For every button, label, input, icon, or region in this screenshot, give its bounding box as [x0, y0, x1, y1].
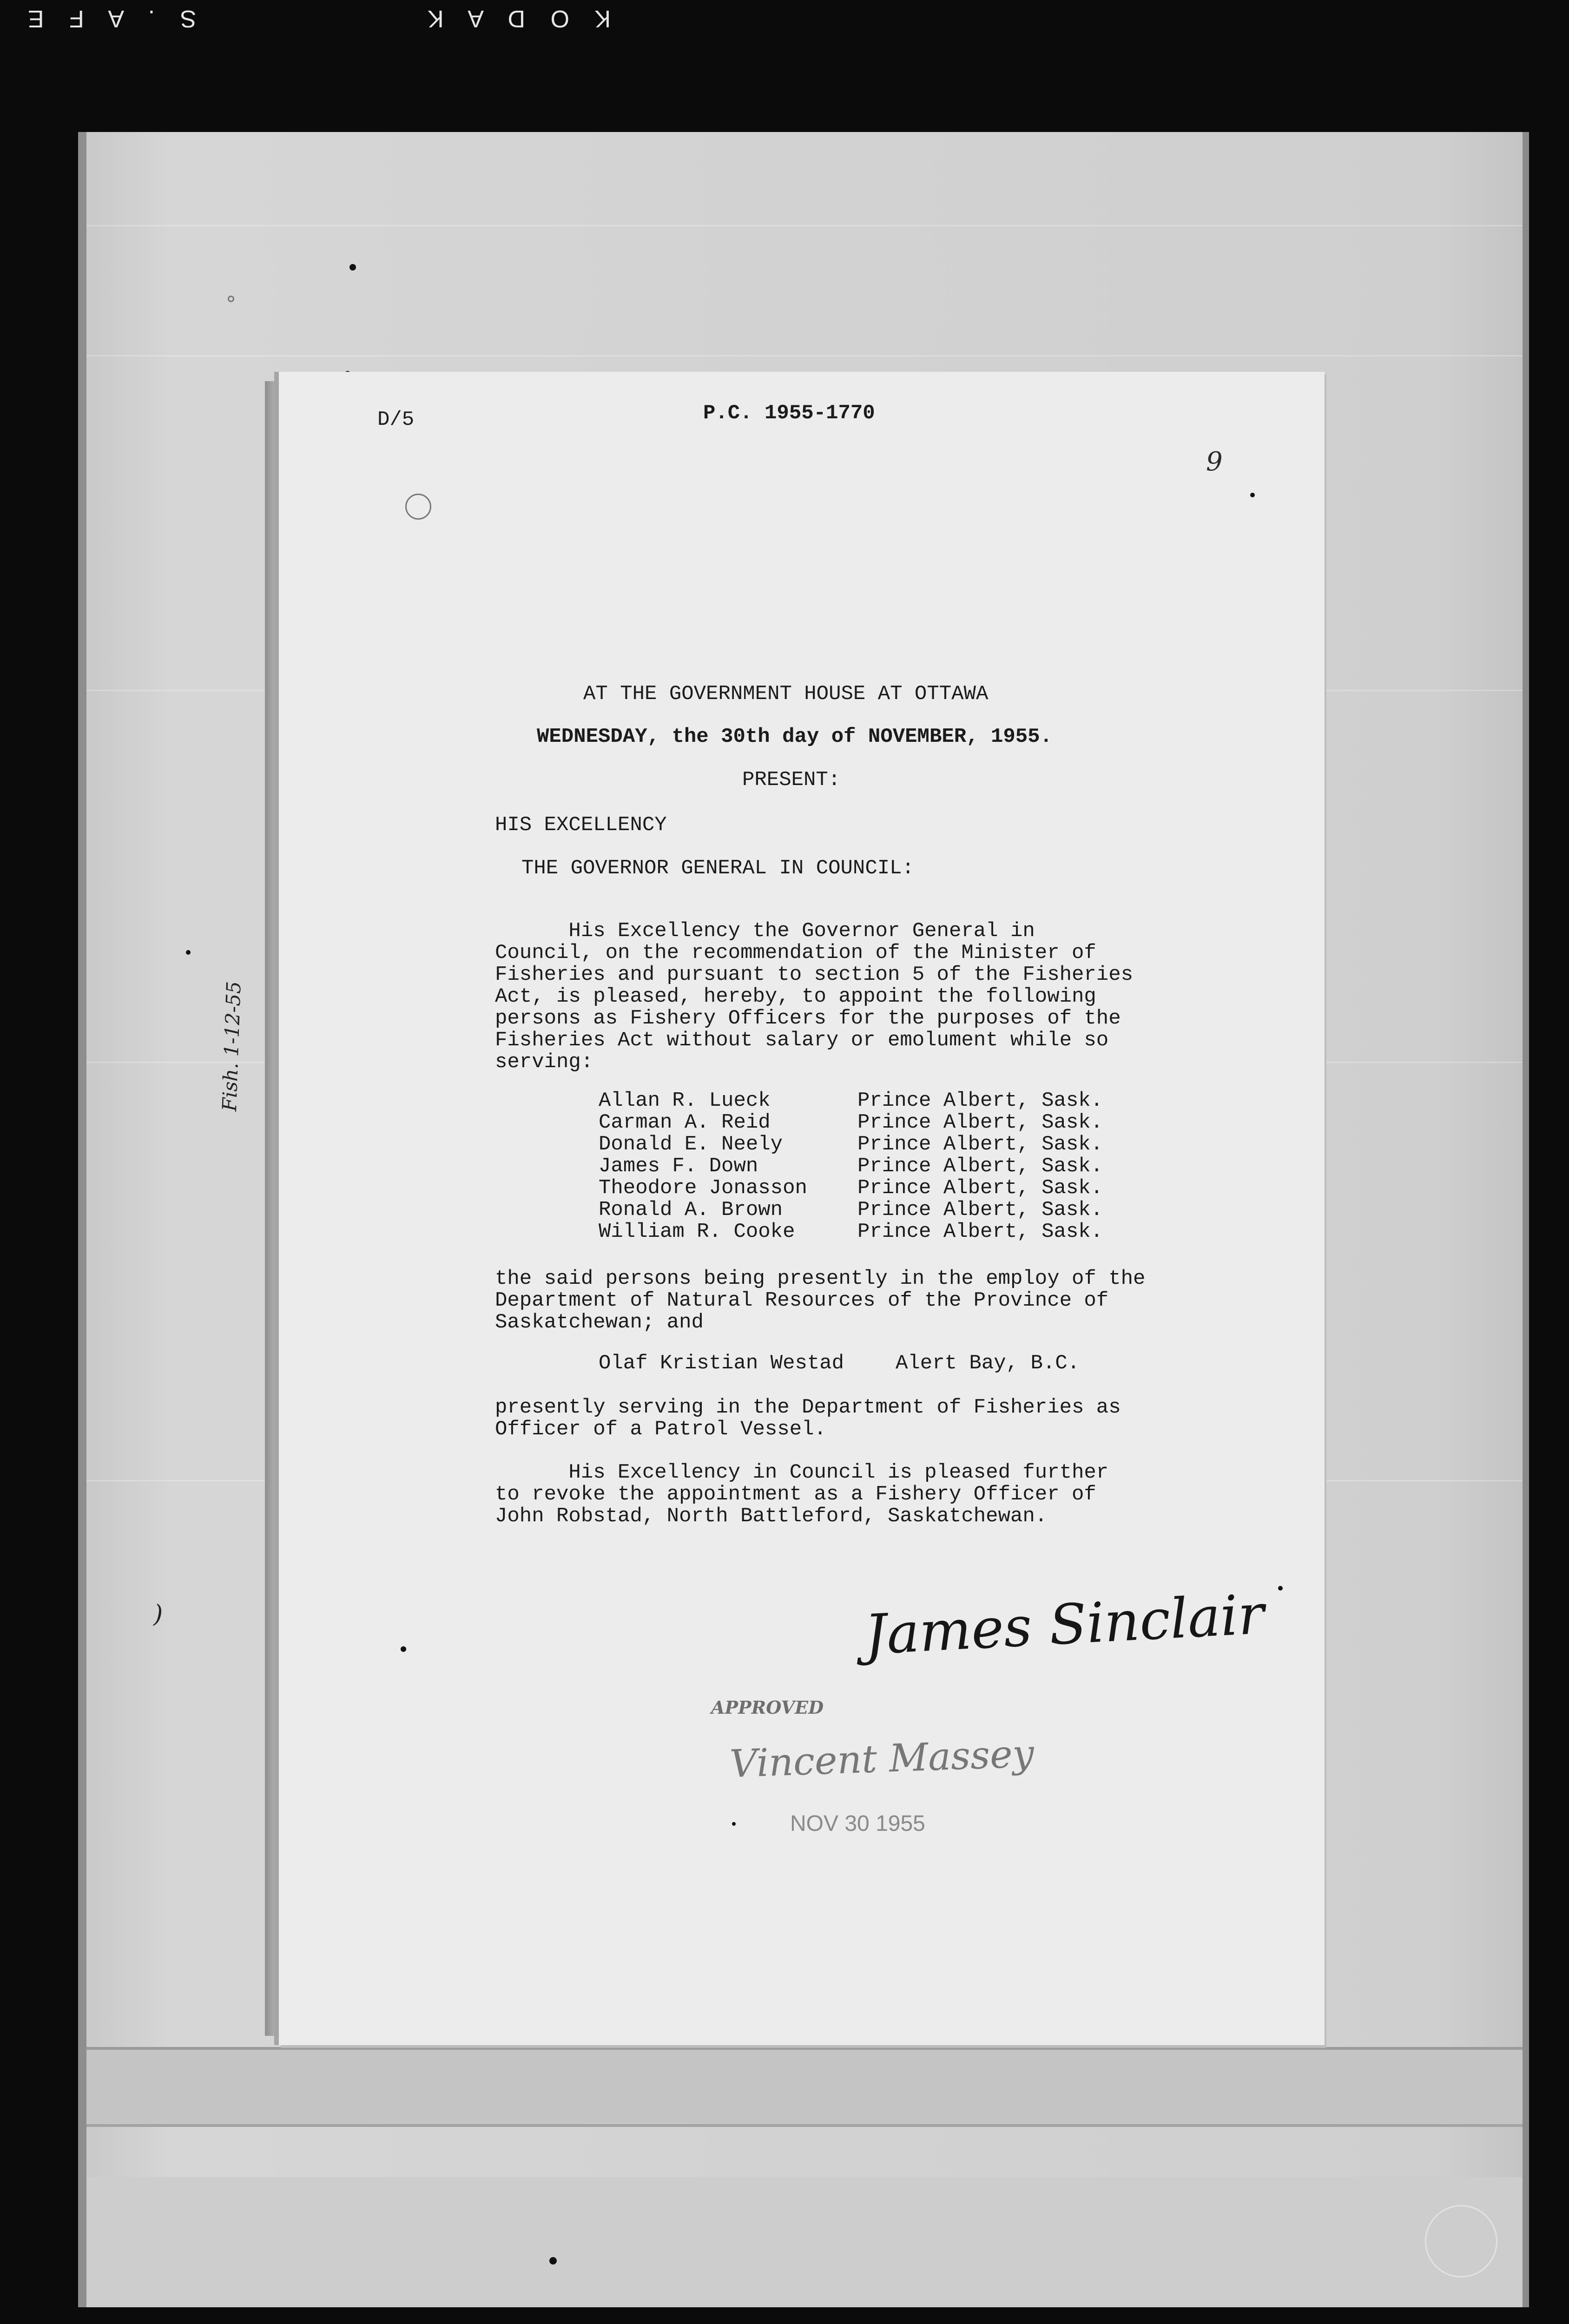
speck	[349, 264, 356, 271]
paragraph-line: persons as Fishery Officers for the purposes of the	[495, 1007, 1121, 1030]
appointee-name: James F. Down	[599, 1155, 758, 1178]
paragraph-line: serving:	[495, 1050, 593, 1074]
paragraph-line: Act, is pleased, hereby, to appoint the following	[495, 985, 1096, 1008]
speck	[401, 1646, 406, 1652]
paragraph-line: John Robstad, North Battleford, Saskatchewan.	[495, 1505, 1048, 1528]
approval-date-stamp: NOV 30 1955	[790, 1811, 925, 1836]
approved-stamp: APPROVED	[711, 1697, 824, 1718]
margin-note: Fish. 1-12-55	[218, 981, 245, 1112]
addressee-line-1: HIS EXCELLENCY	[495, 813, 667, 837]
paragraph-line: His Excellency in Council is pleased further	[495, 1461, 1109, 1484]
paragraph-line: Saskatchewan; and	[495, 1311, 704, 1334]
punch-hole-mark	[405, 494, 431, 520]
file-code: D/5	[377, 408, 415, 431]
governor-general-signature: Vincent Massey	[729, 1731, 1035, 1787]
film-edge-right-text: S . A F E	[19, 5, 197, 32]
paragraph-line: to revoke the appointment as a Fishery Officer of	[495, 1483, 1096, 1506]
appointee-location: Prince Albert, Sask.	[857, 1220, 1103, 1243]
speck	[732, 1822, 736, 1826]
speck	[1278, 1586, 1283, 1591]
appointee-name: Donald E. Neely	[599, 1133, 783, 1156]
margin-mark: )	[153, 1600, 163, 1628]
speck	[186, 950, 191, 955]
appointee-location: Prince Albert, Sask.	[857, 1198, 1103, 1221]
embossed-seal	[1425, 2205, 1497, 2278]
paragraph-line: Council, on the recommendation of the Minister of	[495, 941, 1096, 964]
speck	[228, 296, 234, 302]
paragraph-line: Fisheries Act without salary or emolument while so	[495, 1029, 1109, 1052]
backing-bottom-band	[86, 2177, 1523, 2307]
appointee-name: William R. Cooke	[599, 1220, 795, 1243]
appointee-location: Prince Albert, Sask.	[857, 1155, 1103, 1178]
appointee-location: Alert Bay, B.C.	[896, 1352, 1080, 1375]
appointee-name: Ronald A. Brown	[599, 1198, 783, 1221]
paragraph-line: the said persons being presently in the employ of the	[495, 1267, 1146, 1290]
order-number: P.C. 1955-1770	[703, 402, 875, 425]
appointee-location: Prince Albert, Sask.	[857, 1176, 1103, 1200]
film-edge-marking	[0, 0, 1569, 37]
speck	[549, 2257, 557, 2265]
paragraph-line: Fisheries and pursuant to section 5 of the Fisheries	[495, 963, 1134, 986]
appointee-location: Prince Albert, Sask.	[857, 1089, 1103, 1112]
appointee-location: Prince Albert, Sask.	[857, 1133, 1103, 1156]
appointee-name: Olaf Kristian Westad	[599, 1352, 844, 1375]
minister-signature: James Sinclair	[863, 1582, 1266, 1667]
paragraph-line: Department of Natural Resources of the Province of	[495, 1289, 1109, 1312]
backing-lower-band	[86, 2047, 1523, 2127]
paragraph-line: Officer of a Patrol Vessel.	[495, 1418, 826, 1441]
location-line: AT THE GOVERNMENT HOUSE AT OTTAWA	[583, 682, 989, 706]
page-number: 9	[1206, 447, 1223, 477]
paragraph-line: presently serving in the Department of Fisheries as	[495, 1396, 1121, 1419]
present-label: PRESENT:	[742, 768, 841, 792]
film-edge-left-text: K O D A K	[418, 5, 611, 32]
appointee-name: Theodore Jonasson	[599, 1176, 807, 1200]
paragraph-line: His Excellency the Governor General in	[495, 919, 1035, 943]
addressee-line-2: THE GOVERNOR GENERAL IN COUNCIL:	[521, 857, 914, 880]
appointee-location: Prince Albert, Sask.	[857, 1111, 1103, 1134]
appointee-name: Carman A. Reid	[599, 1111, 771, 1134]
appointee-name: Allan R. Lueck	[599, 1089, 771, 1112]
date-line: WEDNESDAY, the 30th day of NOVEMBER, 1955.	[537, 725, 1052, 748]
order-in-council-page	[279, 372, 1325, 2045]
speck	[1250, 493, 1255, 497]
